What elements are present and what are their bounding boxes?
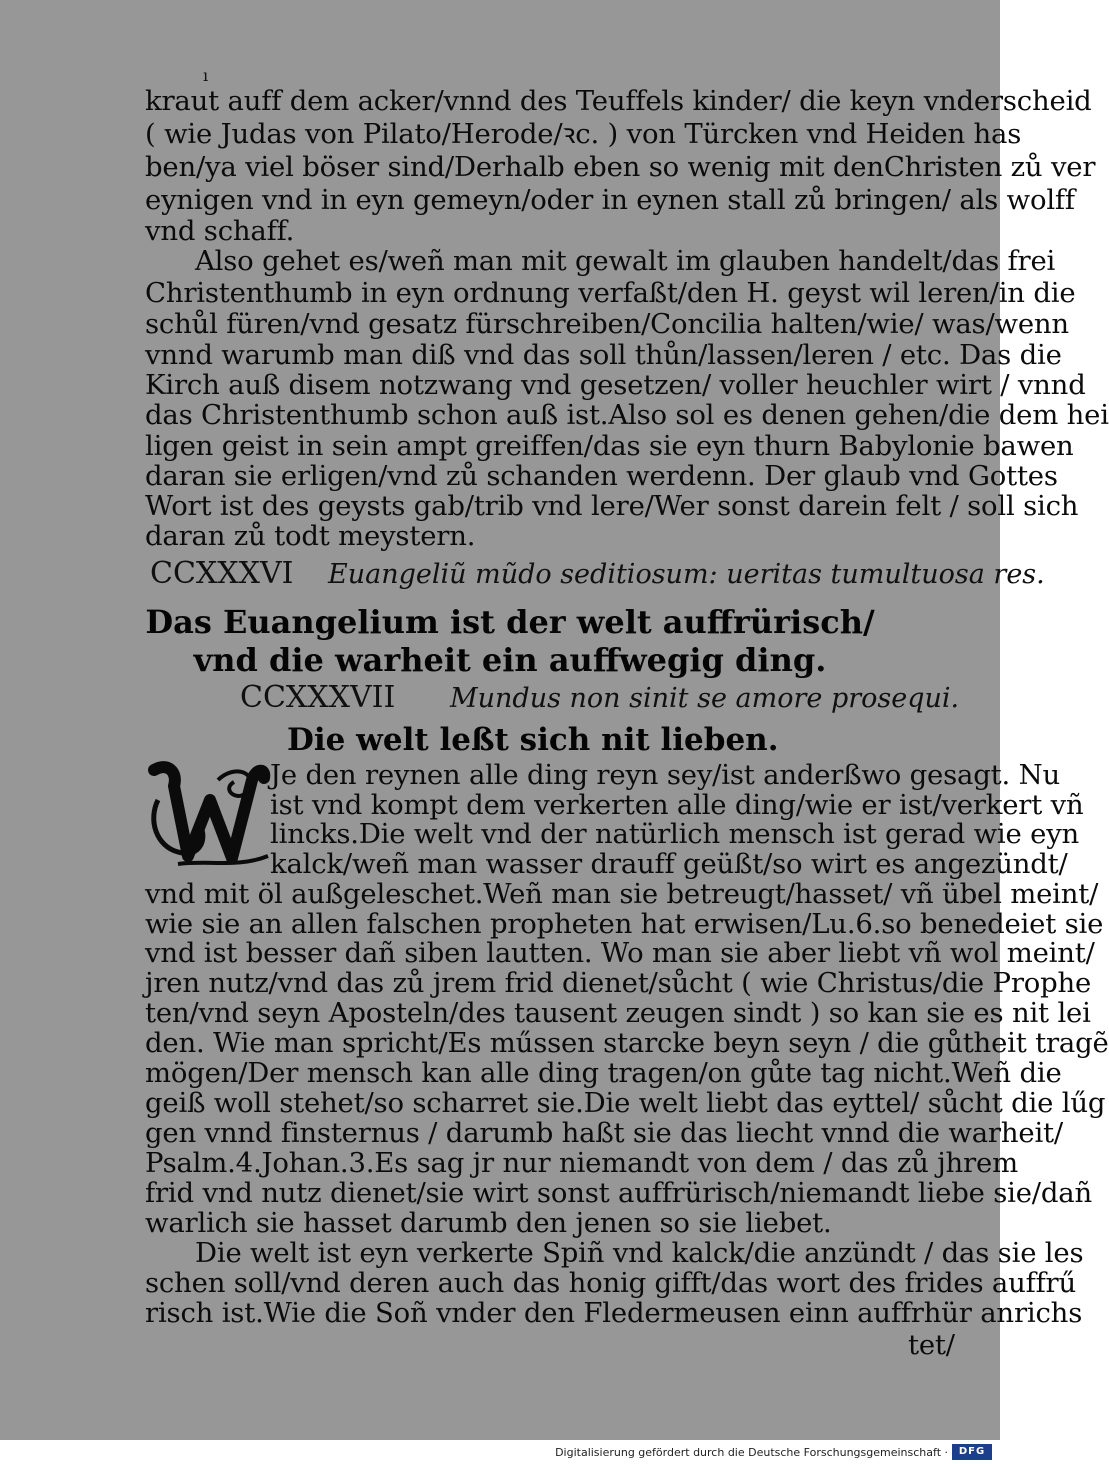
- text-line: mögen/Der mensch kan alle ding tragen/on gůte tag nicht.Weñ die: [145, 1057, 1062, 1089]
- section-heading-237: [240, 680, 959, 715]
- text-line: Je den reynen alle ding reyn sey/ist anderßwo gesagt. Nu: [270, 759, 1060, 791]
- text-line: den. Wie man spricht/Es műssen starcke beyn seyn / die gůtheit tragẽ: [145, 1027, 1109, 1059]
- text-line: vnd ist besser dañ siben lautten. Wo man sie aber liebt vñ wol meint/: [145, 937, 1095, 969]
- section-title: Das Euangelium ist der welt auffrürisch/: [145, 603, 875, 641]
- text-line: geiß woll stehet/so scharret sie.Die welt liebt das eyttel/ sůcht die lűg: [145, 1087, 1106, 1119]
- text-line: kalck/weñ man wasser drauff geüßt/so wirt es angezündt/: [270, 848, 1068, 880]
- text-line: ( wie Judas von Pilato/Herode/ꝛc. ) von Türcken vnd Heiden has: [145, 118, 1022, 150]
- decorated-initial-w: [148, 760, 270, 870]
- text-line: vnd schaff.: [145, 215, 295, 247]
- latin-motto: Euangeliũ mũdo seditiosum: ueritas tumultuosa res.: [328, 559, 1045, 590]
- text-line: schen soll/vnd deren auch das honig gifft/das wort des frides auffrű: [145, 1267, 1077, 1299]
- section-number: CCXXXVI: [150, 556, 294, 591]
- catchword: tet/: [908, 1329, 955, 1361]
- text-line: wie sie an allen falschen propheten hat erwisen/Lu.6.so benedeiet sie: [145, 908, 1104, 940]
- text-line: eynigen vnd in eyn gemeyn/oder in eynen stall zů bringen/ als wolff: [145, 184, 1075, 216]
- text-line: schůl füren/vnd gesatz fürschreiben/Concilia halten/wie/ was/wenn: [145, 308, 1069, 340]
- section-title: vnd die warheit ein auffwegig ding.: [193, 641, 827, 679]
- text-line: warlich sie hasset darumb den jenen so sie liebet.: [145, 1207, 832, 1239]
- text-line: kraut auff dem acker/vnnd des Teuffels kinder/ die keyn vnderscheid: [145, 85, 1092, 117]
- section-title: Die welt leßt sich nit lieben.: [287, 722, 779, 758]
- text-line: gen vnnd finsternus / darumb haßt sie das liecht vnnd die warheit/: [145, 1117, 1063, 1149]
- latin-motto: Mundus non sinit se amore prosequi.: [450, 683, 960, 714]
- text-line: Christenthumb in eyn ordnung verfaßt/den H. geyst wil leren/in die: [145, 277, 1076, 309]
- footer-bar: [0, 1440, 1000, 1464]
- text-line: ten/vnd seyn Aposteln/des tausent zeugen sindt ) so kan sie es nit lei: [145, 997, 1091, 1029]
- text-line: risch ist.Wie die Soñ vnder den Fledermeusen einn auffrhür anrichs: [145, 1297, 1083, 1329]
- text-line: vnnd warumb man diß vnd das soll thůn/lassen/leren / etc. Das die: [145, 339, 1062, 371]
- folio-mark: ı: [203, 66, 209, 85]
- text-line: jren nutz/vnd das zů jrem frid dienet/sůcht ( wie Christus/die Prophe: [145, 967, 1092, 999]
- text-line: daran zů todt meystern.: [145, 520, 476, 552]
- text-line: daran sie erligen/vnd zů schanden werdenn. Der glaub vnd Gottes: [145, 460, 1058, 492]
- text-line: Psalm.4.Johan.3.Es sag jr nur niemandt von dem / das zů jhrem: [145, 1147, 1018, 1179]
- text-line: ist vnd kompt dem verkerten alle ding/wie er ist/verkert vñ: [270, 789, 1084, 821]
- text-line: ligen geist in sein ampt greiffen/das sie eyn thurn Babylonie bawen: [145, 430, 1074, 462]
- text-line: Wort ist des geysts gab/trib vnd lere/Wer sonst darein felt / soll sich: [145, 490, 1079, 522]
- paragraph-first-line: Die welt ist eyn verkerte Spiñ vnd kalck/die anzündt / das sie les: [195, 1237, 1084, 1269]
- text-line: frid vnd nutz dienet/sie wirt sonst auffrürisch/niemandt liebe sie/dañ: [145, 1177, 1092, 1209]
- text-line: ben/ya viel böser sind/Derhalb eben so wenig mit denChristen zů ver: [145, 151, 1096, 183]
- paragraph-first-line: Also gehet es/weñ man mit gewalt im glauben handelt/das frei: [195, 245, 1056, 277]
- text-line: das Christenthumb schon auß ist.Also sol es denen gehen/die dem hei: [145, 399, 1109, 431]
- section-heading-236: [150, 556, 1045, 591]
- section-number: CCXXXVII: [240, 680, 396, 715]
- dfg-logo[interactable]: DFG: [952, 1444, 992, 1460]
- funding-credit: Digitalisierung gefördert durch die Deutsche Forschungsgemeinschaft ·: [555, 1446, 948, 1459]
- text-line: lincks.Die welt vnd der natürlich mensch ist gerad wie eyn: [270, 818, 1080, 850]
- text-line: Kirch auß disem notzwang vnd gesetzen/ voller heuchler wirt / vnnd: [145, 369, 1086, 401]
- text-line: vnd mit öl außgeleschet.Weñ man sie betreugt/hasset/ vñ übel meint/: [145, 878, 1099, 910]
